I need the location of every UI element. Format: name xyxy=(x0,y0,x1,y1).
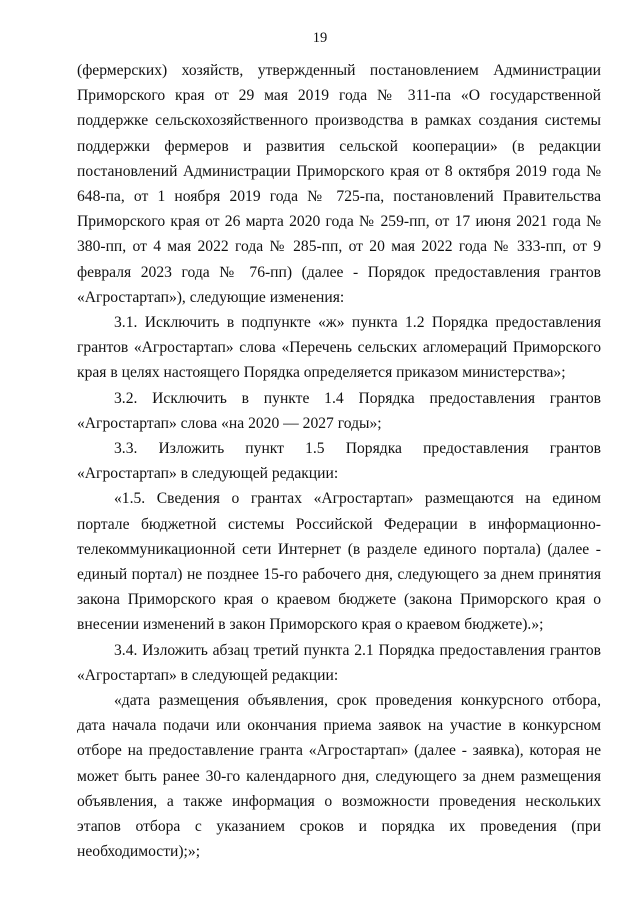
paragraph-3-3: 3.3. Изложить пункт 1.5 Порядка предоставления грантов «Агростартап» в следующей редакции: xyxy=(77,440,601,483)
document-body xyxy=(77,58,601,865)
page-number: 19 xyxy=(312,30,328,46)
paragraph-continuation: (фермерских) хозяйств, утвержденный постановлением Администрации Приморского края от 29 мая 2019 года № 311-па «О государственной поддержке сельскохозяйственного производства в рамках создания системы поддержки фермеров и развития сельской кооперации» (в редакции постановлений Администрации Приморского края от 8 октября 2019 года № 648-па, от 1 ноября 2019 года № 725-па, постановлений Правительства Приморского края от 26 марта 2020 года № 259-пп, от 17 июня 2021 года № 380-пп, от 4 мая 2022 года № 285-пп, от 20 мая 2022 года № 333-пп, от 9 февраля 2023 года № 76-пп) (далее - Порядок предоставления грантов «Агростартап»), следующие изменения: xyxy=(77,62,601,306)
paragraph-3-2: 3.2. Исключить в пункте 1.4 Порядка предоставления грантов «Агростартап» слова «на 2020 — 2027 годы»; xyxy=(77,389,601,432)
paragraph-quote-2-1: «дата размещения объявления, срок проведения конкурсного отбора, дата начала подачи или окончания приема заявок на участие в конкурсном отборе на предоставление гранта «Агростартап» (далее - заявка), которая не может быть ранее 30-го календарного дня, следующего за днем размещения объявления, а также информация о возможности проведения нескольких этапов отбора с указанием сроков и порядка их проведения (при необходимости);»; xyxy=(77,692,601,861)
paragraph-3-4: 3.4. Изложить абзац третий пункта 2.1 Порядка предоставления грантов «Агростартап» в следующей редакции: xyxy=(77,641,601,684)
paragraph-3-1: 3.1. Исключить в подпункте «ж» пункта 1.2 Порядка предоставления грантов «Агростартап» слова «Перечень сельских агломераций Приморского края в целях настоящего Порядка определяется приказом министерства»; xyxy=(77,314,601,382)
paragraph-quote-1-5: «1.5. Сведения о грантах «Агростартап» размещаются на едином портале бюджетной системы Российской Федерации в информационно-телекоммуникационной сети Интернет (в разделе единого портала) (далее - единый портал) не позднее 15-го рабочего дня, следующего за днем принятия закона Приморского края о краевом бюджете (закона Приморского края о внесении изменений в закон Приморского края о краевом бюджете).»; xyxy=(77,490,601,634)
